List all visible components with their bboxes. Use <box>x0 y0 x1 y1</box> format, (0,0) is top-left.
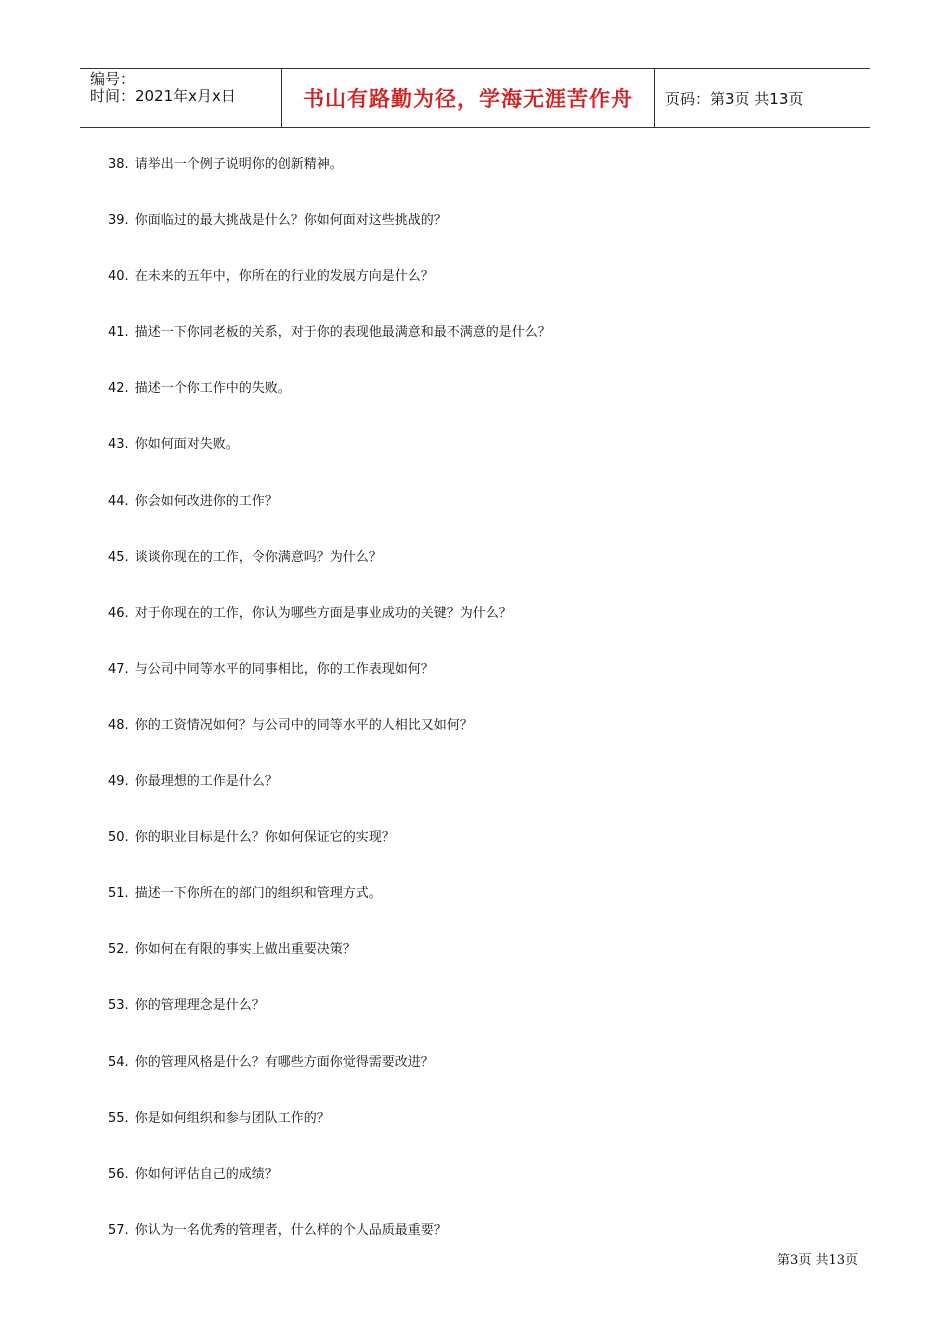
question-number: 54 <box>108 1054 125 1070</box>
question-number-dot: . <box>124 437 129 453</box>
list-item <box>108 548 848 604</box>
serial-label: 编号： <box>90 70 136 88</box>
question-number-dot: . <box>124 830 129 846</box>
question-number: 50 <box>108 830 125 846</box>
question-number-dot: . <box>124 661 129 677</box>
list-item <box>108 155 848 211</box>
question-text: 谈谈你现在的工作，令你满意吗？为什么？ <box>134 549 382 565</box>
question-number-dot: . <box>124 1110 129 1126</box>
question-number: 38 <box>108 157 125 172</box>
date-label: 时间：2021年x月x日 <box>90 87 236 105</box>
list-item <box>108 267 848 323</box>
question-text: 描述一下你所在的部门的组织和管理方式。 <box>134 886 382 902</box>
list-item <box>108 716 848 772</box>
list-item <box>108 828 848 884</box>
list-item <box>108 492 848 548</box>
question-number: 39 <box>108 213 125 229</box>
question-number-dot: . <box>124 157 129 172</box>
question-number: 44 <box>108 493 125 509</box>
list-item <box>108 660 848 716</box>
question-number: 42 <box>108 381 125 397</box>
question-number: 51 <box>108 886 125 902</box>
question-number-dot: . <box>124 942 129 958</box>
question-number: 53 <box>108 998 125 1014</box>
question-text: 描述一下你同老板的关系，对于你的表现他最满意和最不满意的是什么？ <box>134 325 551 341</box>
question-text: 对于你现在的工作，你认为哪些方面是事业成功的关键？为什么？ <box>134 605 512 621</box>
question-text: 你如何评估自己的成绩？ <box>134 1166 278 1182</box>
question-number-dot: . <box>124 1222 129 1238</box>
list-item <box>108 379 848 435</box>
question-text: 你面临过的最大挑战是什么？你如何面对这些挑战的？ <box>134 213 447 229</box>
question-number-dot: . <box>124 381 129 397</box>
list-item <box>108 1221 848 1277</box>
question-text: 你认为一名优秀的管理者，什么样的个人品质最重要？ <box>134 1222 447 1238</box>
list-item <box>108 211 848 267</box>
list-item <box>108 772 848 828</box>
page-header <box>80 68 870 128</box>
question-number: 56 <box>108 1166 125 1182</box>
list-item <box>108 1165 848 1221</box>
question-number-dot: . <box>124 493 129 509</box>
question-text: 你如何面对失败。 <box>134 437 239 453</box>
motto: 书山有路勤为径，学海无涯苦作舟 <box>303 86 633 111</box>
list-item <box>108 996 848 1052</box>
question-number-dot: . <box>124 774 129 790</box>
question-text: 你如何在有限的事实上做出重要决策？ <box>134 942 356 958</box>
header-page-info: 页码：第3页 共13页 <box>665 89 804 108</box>
list-item <box>108 940 848 996</box>
question-text: 你的工资情况如何？与公司中的同等水平的人相比又如何？ <box>134 717 473 733</box>
question-number-dot: . <box>124 717 129 733</box>
question-number: 40 <box>108 269 125 285</box>
footer-page-info: 第3页 共13页 <box>777 1253 858 1268</box>
list-item <box>108 1109 848 1165</box>
question-text: 描述一个你工作中的失败。 <box>134 381 291 397</box>
list-item <box>108 1053 848 1109</box>
question-number: 55 <box>108 1110 125 1126</box>
question-text: 你最理想的工作是什么？ <box>134 774 278 790</box>
question-text: 在未来的五年中，你所在的行业的发展方向是什么？ <box>134 269 434 285</box>
question-text: 你是如何组织和参与团队工作的？ <box>134 1110 330 1126</box>
question-number-dot: . <box>124 549 129 565</box>
question-number-dot: . <box>124 269 129 285</box>
question-number: 43 <box>108 437 125 453</box>
question-number-dot: . <box>124 213 129 229</box>
question-number: 41 <box>108 325 125 341</box>
question-number-dot: . <box>124 886 129 902</box>
question-number-dot: . <box>124 1054 129 1070</box>
question-list <box>108 155 848 1277</box>
question-text: 请举出一个例子说明你的创新精神。 <box>134 157 343 172</box>
header-meta <box>80 69 282 127</box>
question-number-dot: . <box>124 605 129 621</box>
list-item <box>108 435 848 491</box>
list-item <box>108 604 848 660</box>
list-item <box>108 323 848 379</box>
question-number: 49 <box>108 774 125 790</box>
question-number: 45 <box>108 549 125 565</box>
question-number-dot: . <box>124 1166 129 1182</box>
question-text: 与公司中同等水平的同事相比，你的工作表现如何？ <box>134 661 434 677</box>
question-number: 48 <box>108 717 125 733</box>
question-number-dot: . <box>124 325 129 341</box>
question-number: 52 <box>108 942 125 958</box>
question-number-dot: . <box>124 998 129 1014</box>
question-text: 你会如何改进你的工作？ <box>134 493 278 509</box>
list-item <box>108 884 848 940</box>
question-text: 你的管理风格是什么？有哪些方面你觉得需要改进？ <box>134 1054 434 1070</box>
question-number: 57 <box>108 1222 125 1238</box>
question-number: 47 <box>108 661 125 677</box>
question-text: 你的管理理念是什么？ <box>134 998 265 1014</box>
question-number: 46 <box>108 605 125 621</box>
question-text: 你的职业目标是什么？你如何保证它的实现？ <box>134 830 395 846</box>
header-page-cell <box>655 69 870 127</box>
header-motto-cell <box>282 69 655 127</box>
